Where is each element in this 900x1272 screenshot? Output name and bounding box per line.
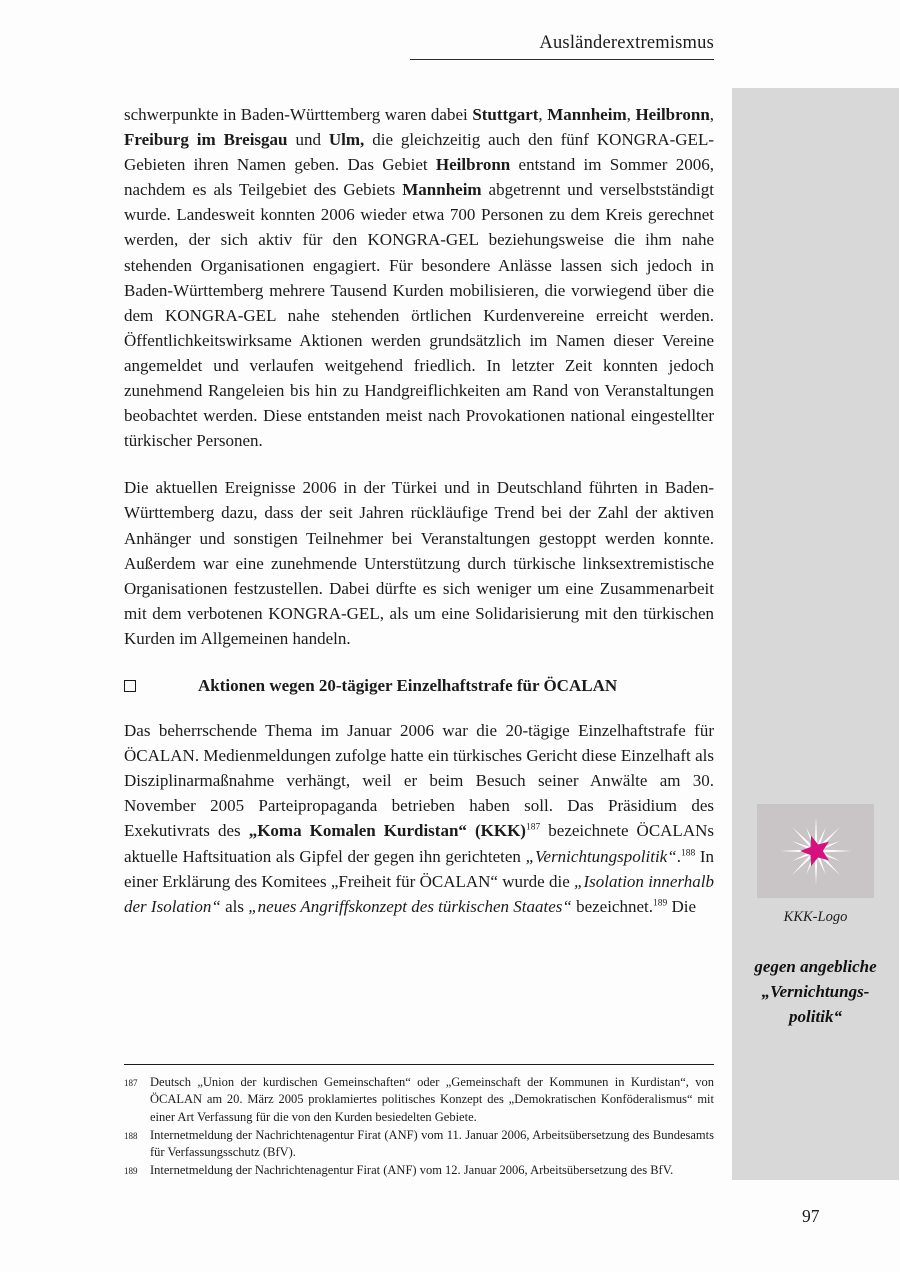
footnote-text: Deutsch „Union der kurdischen Gemeinschaften“ oder „Gemeinschaft der Kommunen in Kurdistan“, von ÖCALAN am 20. März 2005 proklamiertes politisches Konzept des „Demokratischen Konföderalismus“ mit einer Art Verfassung für die von den Kurden besiedelten Gebiete.: [150, 1075, 714, 1124]
footnote-text: Internetmeldung der Nachrichtenagentur Firat (ANF) vom 12. Januar 2006, Arbeitsübersetzung des BfV.: [150, 1163, 674, 1178]
margin-note: [732, 954, 899, 1029]
square-bullet-icon: [124, 680, 136, 692]
running-header: [410, 33, 714, 60]
footnote-number: 189: [124, 1166, 138, 1177]
kkk-logo-figure: [732, 804, 899, 926]
footnote-text: Internetmeldung der Nachrichtenagentur Firat (ANF) vom 11. Januar 2006, Arbeitsübersetzung des Bundesamts für Verfassungsschutz (BfV).: [150, 1127, 714, 1160]
starburst-icon: [757, 804, 874, 898]
header-title: Ausländerextremismus: [539, 33, 714, 53]
footnote-number: 187: [124, 1078, 138, 1088]
footnote-number: 188: [124, 1130, 138, 1141]
section-heading-text: Aktionen wegen 20-tägiger Einzelhaftstrafe für ÖCALAN: [198, 675, 618, 695]
margin-note-line: gegen angebliche: [754, 957, 877, 976]
paragraph-1: schwerpunkte in Baden-Württemberg waren dabei Stuttgart, Mannheim, Heilbronn, Freiburg im Breisgau und Ulm, die gleichzeitig auch den fünf KONGRA-GEL-Gebieten ihren Namen geben. Das Gebiet Heilbronn entstand im Sommer 2006, nachdem es als Teilgebiet des Gebiets Mannheim abgetrennt und verselbstständigt wurde. Landesweit konnten 2006 wieder etwa 700 Personen zu dem Kreis gerechnet werden, der sich aktiv für den KONGRA-GEL beziehungsweise die ihm nahe stehenden Organisationen engagiert. Für besondere Anlässe lassen sich jedoch in Baden-Württemberg mehrere Tausend Kurden mobilisieren, die vorwiegend über die dem KONGRA-GEL nahe stehenden örtlichen Kurdenvereine erreicht werden. Öffentlichkeitswirksame Aktionen werden grundsätzlich im Namen dieser Vereine angemeldet und verlaufen weitgehend friedlich. In letzter Zeit konnten jedoch zunehmend Rangeleien bis hin zu Handgreiflichkeiten am Rand von Veranstaltungen beobachtet werden. Diese entstanden meist nach Provokationen national eingestellter türkischer Personen.: [124, 105, 715, 451]
footnote: [124, 1127, 714, 1162]
section-heading: [124, 673, 714, 698]
margin-note-line: politik“: [789, 1007, 842, 1026]
margin-column: [732, 88, 899, 1180]
paragraph-3: Das beherrschende Thema im Januar 2006 war die 20-tägige Einzelhaftstrafe für ÖCALAN. Medienmeldungen zufolge hatte ein türkisches Gericht diese Einzelhaft als Disziplinarmaßnahme verhängt, weil er beim Besuch seiner Anwälte am 30. November 2005 Parteipropaganda betrieben haben soll. Das Präsidium des Exekutivrats des „Koma Komalen Kurdistan“ (KKK)$^{187}$ bezeichnete ÖCALANs aktuelle Haftsituation als Gipfel der gegen ihn gerichteten „Vernichtungspolitik“.$^{188}$ In einer Erklärung des Komitees „Freiheit für ÖCALAN“ wurde die „Isolation innerhalb der Isolation“ als „neues Angriffskonzept des türkischen Staates“ bezeichnet.$^{189}$ Die: [124, 721, 714, 916]
footnote: [124, 1162, 714, 1180]
paragraph-2: Die aktuellen Ereignisse 2006 in der Türkei und in Deutschland führten in Baden-Württemberg dazu, dass der seit Jahren rückläufige Trend bei der Zahl der aktiven Anhänger und sonstigen Teilnehmer bei Veranstaltungen gestoppt werden konnte. Außerdem war eine zunehmende Unterstützung durch türkische linksextremistische Organisationen festzustellen. Dabei dürfte es sich weniger um eine Zusammenarbeit mit dem verbotenen KONGRA-GEL, als um eine Solidarisierung mit den türkischen Kurden im Allgemeinen handeln.: [124, 478, 714, 648]
page-number: 97: [802, 1206, 820, 1226]
footnote: [124, 1074, 714, 1126]
margin-note-line: „Vernichtungs-: [761, 982, 870, 1001]
footnotes-section: [124, 1064, 714, 1182]
logo-caption: KKK-Logo: [783, 909, 848, 925]
main-text-column: [124, 102, 714, 941]
